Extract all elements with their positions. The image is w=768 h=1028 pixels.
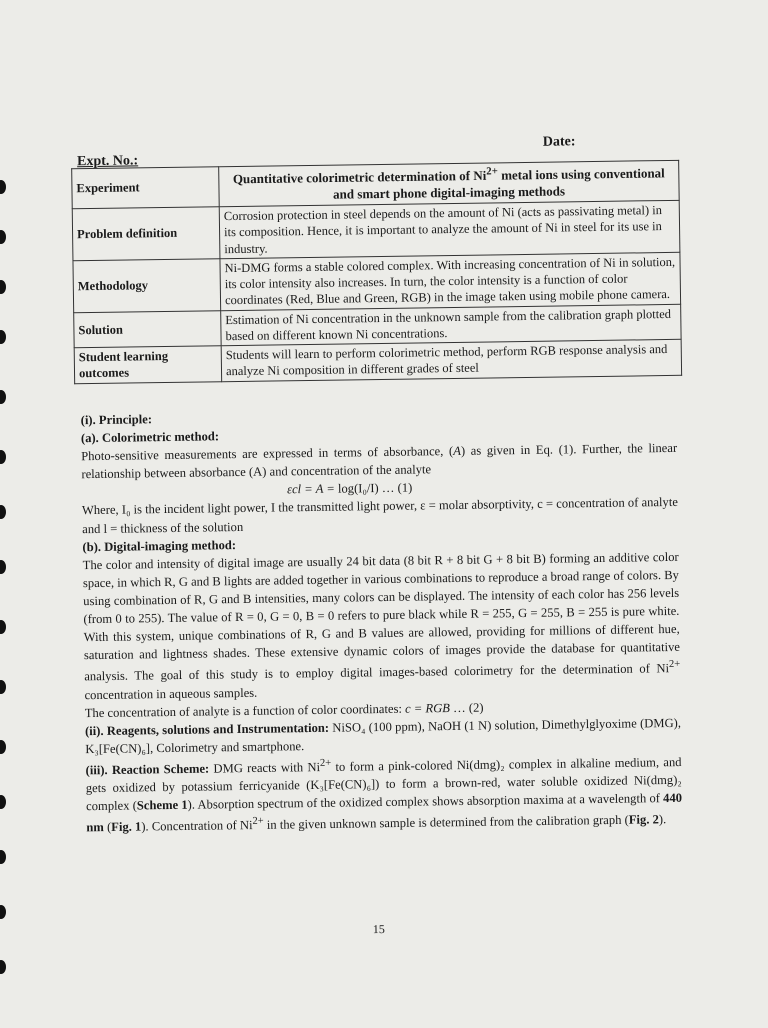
- digital-heading: (b). Digital-imaging method:: [82, 537, 237, 554]
- reaction-paragraph: (iii). Reaction Scheme: DMG reacts with $Ni^{2+}$ to form a pink-colored Ni(dmg)₂ complex in alkaline medium, and gets oxidized by potassium ferricyanide (K₃[Fe(CN)₆]) to form a brown-red, water soluble oxidized Ni(dmg)₂ complex (Scheme 1). Absorption spectrum of the oxidized complex shows absorption maxima at a wavelength of 440 nm (Fig. 1). Concentration of $Ni^{2+}$ in the given unknown sample is determined from the calibration graph (Fig. 2).: [85, 754, 683, 835]
- page-number: 15: [372, 922, 385, 937]
- document-page: [55, 0, 709, 1028]
- binding-holes: [0, 150, 10, 1024]
- row-label: Student learning outcomes: [74, 346, 221, 384]
- table-row: [74, 339, 681, 383]
- row-text: Estimation of Ni concentration in the unknown sample from the calibration graph plotted based on different known Ni concentrations.: [221, 304, 681, 346]
- table-row: [72, 200, 680, 260]
- equation-1: εcl = A = log(I₀/I) … (1): [286, 480, 413, 497]
- binding-hole: [0, 960, 6, 974]
- binding-hole: [0, 620, 6, 634]
- row-text: Students will learn to perform colorimetric method, perform RGB response analysis and analyze Ni composition in different grades of steel: [221, 339, 681, 381]
- binding-hole: [0, 905, 6, 919]
- where-paragraph: Where, I₀ is the incident light power, I the transmitted light power, ε = molar absorptivity, c = concentration of analyte and l = thickness of the solution: [81, 495, 678, 536]
- binding-hole: [0, 180, 6, 194]
- binding-hole: [0, 390, 6, 404]
- binding-hole: [0, 680, 6, 694]
- row-label: Problem definition: [72, 207, 220, 261]
- principle-heading: (i). Principle:: [80, 412, 153, 428]
- binding-hole: [0, 450, 6, 464]
- digital-paragraph: The color and intensity of digital image are usually 24 bit data (8 bit R + 8 bit G + 8 bit B) forming an additive color space, in which R, G and B lights are added together in various combinations to reproduce a broad range of colors. By using combination of R, G and B intensities, many colors can be displayed. The intensity of each color has 256 levels (from 0 to 255). The value of R = 0, G = 0, B = 0 refers to pure black while R = 255, G = 255, B = 255 is pure white. With this system, unique combinations of R, G and B values are allowed, providing for millions of different hue, saturation and lightness shades. These extensive dynamic colors of images provide the database for quantitative analysis. The goal of this study is to employ digital images-based colorimetry for the determination of $Ni^{2+}$ concentration in aqueous samples.: [82, 549, 681, 702]
- binding-hole: [0, 740, 6, 754]
- row-label: Methodology: [73, 259, 221, 313]
- binding-hole: [0, 230, 6, 244]
- experiment-label: Experiment: [72, 167, 220, 209]
- row-label: Solution: [74, 310, 221, 348]
- body-text: [81, 403, 683, 837]
- binding-hole: [0, 850, 6, 864]
- equation-2: The concentration of analyte is a function of color coordinates: c = RGB … (2): [84, 700, 484, 720]
- binding-hole: [0, 330, 6, 344]
- experiment-info-table: [71, 160, 682, 384]
- expt-no-label: Expt. No.:: [76, 153, 139, 170]
- binding-hole: [0, 505, 6, 519]
- colorimetric-heading: (a). Colorimetric method:: [80, 429, 220, 446]
- binding-hole: [0, 795, 6, 809]
- row-text: Corrosion protection in steel depends on the amount of Ni (acts as passivating metal) in its composition. Hence, it is important to analyze the amount of Ni in steel for its use in industry.: [219, 200, 680, 258]
- colorimetric-paragraph: Photo-sensitive measurements are expressed in terms of absorbance, (A) as given in Eq. (1). Further, the linear relationship between absorbance (A) and concentration of the analyte: [81, 441, 678, 482]
- experiment-title: Quantitative colorimetric determination of $Ni^{2+}$ metal ions using conventional and smart phone digital-imaging methods: [219, 160, 680, 207]
- table-row: [73, 252, 681, 312]
- reagents-paragraph: (ii). Reagents, solutions and Instrumentation: NiSO₄ (100 ppm), NaOH (1 N) solution, Dimethylglyoxime (DMG), K₃[Fe(CN)₆], Colorimetry and smartphone.: [84, 715, 682, 757]
- row-text: Ni-DMG forms a stable colored complex. With increasing concentration of Ni in solution, its color intensity also increases. In turn, the color intensity is a function of color coordinates (Red, Blue and Green, RGB) in the image taken using mobile phone camera.: [220, 252, 681, 310]
- date-label: Date:: [542, 134, 576, 150]
- binding-hole: [0, 280, 6, 294]
- binding-hole: [0, 560, 6, 574]
